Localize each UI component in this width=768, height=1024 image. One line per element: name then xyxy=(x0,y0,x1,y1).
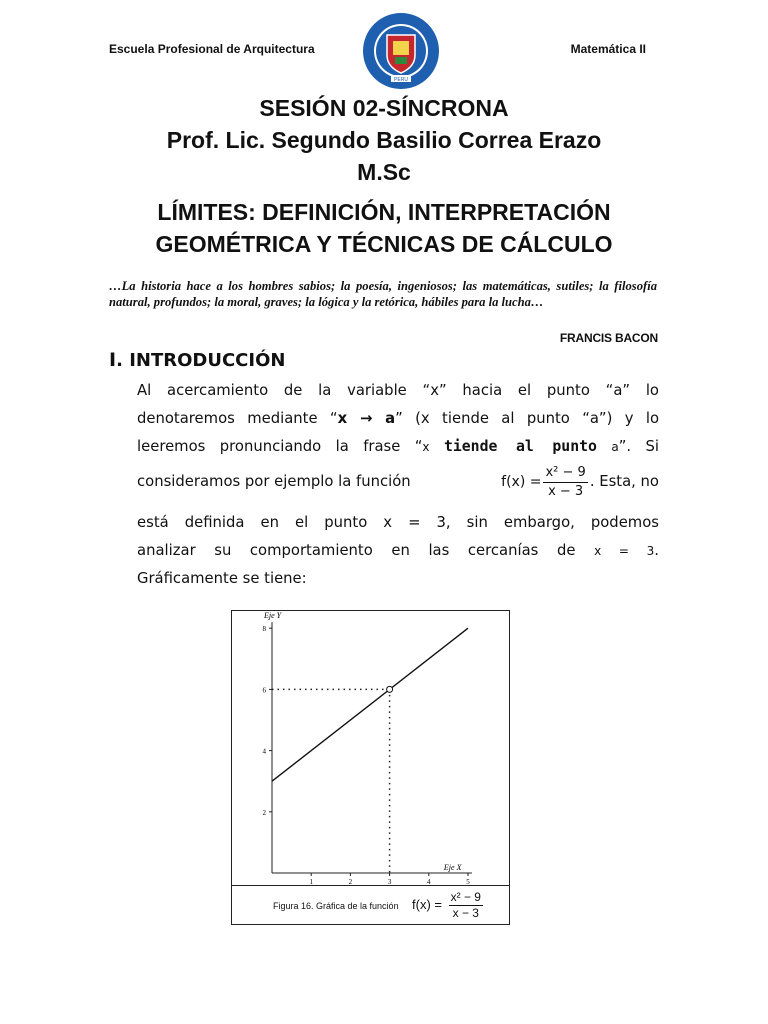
emphasis-phrase: tiende al punto xyxy=(443,438,597,455)
figure-caption-area xyxy=(232,885,509,926)
section-number: I xyxy=(109,349,117,371)
epigraph-quote: …La historia hace a los hombres sabios; la poesía, ingeniosos; las matemáticas, sutiles; la filosofía natural, profundos; la moral, graves; la lógica y la retórica, hábiles para la lucha… xyxy=(109,279,657,309)
removable-discontinuity-point xyxy=(387,686,393,692)
x-tick-label: 3 xyxy=(387,878,392,885)
section-heading: I. INTRODUCCIÓN xyxy=(109,349,286,371)
topic-title-block xyxy=(0,196,768,260)
x-tick-label: 5 xyxy=(466,878,470,885)
y-tick-label: 6 xyxy=(262,686,266,695)
x-axis-label: Eje X xyxy=(443,863,462,872)
professor-degree: M.Sc xyxy=(357,159,411,185)
x-tick-label: 4 xyxy=(427,878,431,885)
professor-name: Prof. Lic. Segundo Basilio Correa Erazo xyxy=(166,127,602,153)
function-label: f(x) = xyxy=(501,474,542,490)
session-title-block xyxy=(0,92,768,188)
function-graph xyxy=(232,611,509,885)
x-tick-label: 1 xyxy=(309,878,313,885)
topic-title-line1: LÍMITES: DEFINICIÓN, INTERPRETACIÓN xyxy=(157,199,611,225)
quote-author: FRANCIS BACON xyxy=(559,331,658,345)
y-tick-label: 4 xyxy=(262,747,266,756)
paragraph-line-1: Al acercamiento de la variable “x” hacia el punto “a” lo xyxy=(137,382,659,399)
function-fraction: $\frac{\text{x² − 9}}{x - 3}$ xyxy=(545,464,586,499)
figure-caption: Figura 16. Gráfica de la función xyxy=(273,901,399,911)
paragraph-line-7: Gráficamente se tiene: xyxy=(137,570,307,587)
y-tick-label: 2 xyxy=(262,808,266,817)
university-seal-logo xyxy=(361,11,441,91)
function-graph-figure xyxy=(231,610,510,925)
paragraph-line-2: denotaremos mediante “x → a” (x tiende al punto “a”) y lo xyxy=(137,410,659,427)
function-line xyxy=(272,628,468,781)
paragraph-line-5: está definida en el punto x = 3, sin embargo, podemos xyxy=(137,514,659,531)
figure-caption-formula: f(x) = $\frac{\text{x² − 9}}{x - 3}$ xyxy=(412,890,481,920)
limit-notation: x → a xyxy=(337,410,396,427)
y-axis-label: Eje Y xyxy=(264,611,282,621)
paragraph-line-3: leeremos pronunciando la frase “x tiende al punto a”. Si xyxy=(137,438,659,455)
seal-country-text: PERU xyxy=(394,77,408,83)
session-title: SESIÓN 02-SÍNCRONA xyxy=(259,95,509,121)
section-title: INTRODUCCIÓN xyxy=(129,350,286,371)
paragraph-line-6: analizar su comportamiento en las cercanías de x = 3. xyxy=(137,542,659,559)
paragraph-line-4: consideramos por ejemplo la función f(x) = $\frac{\text{x² − 9}}{x - 3}$ . Esta, no xyxy=(137,462,659,502)
y-tick-label: 8 xyxy=(262,625,266,634)
topic-title-line2: GEOMÉTRICA Y TÉCNICAS DE CÁLCULO xyxy=(155,231,613,257)
x-tick-label: 2 xyxy=(348,878,353,885)
institution-name: Escuela Profesional de Arquitectura xyxy=(109,42,315,56)
course-name: Matemática II xyxy=(570,42,646,56)
